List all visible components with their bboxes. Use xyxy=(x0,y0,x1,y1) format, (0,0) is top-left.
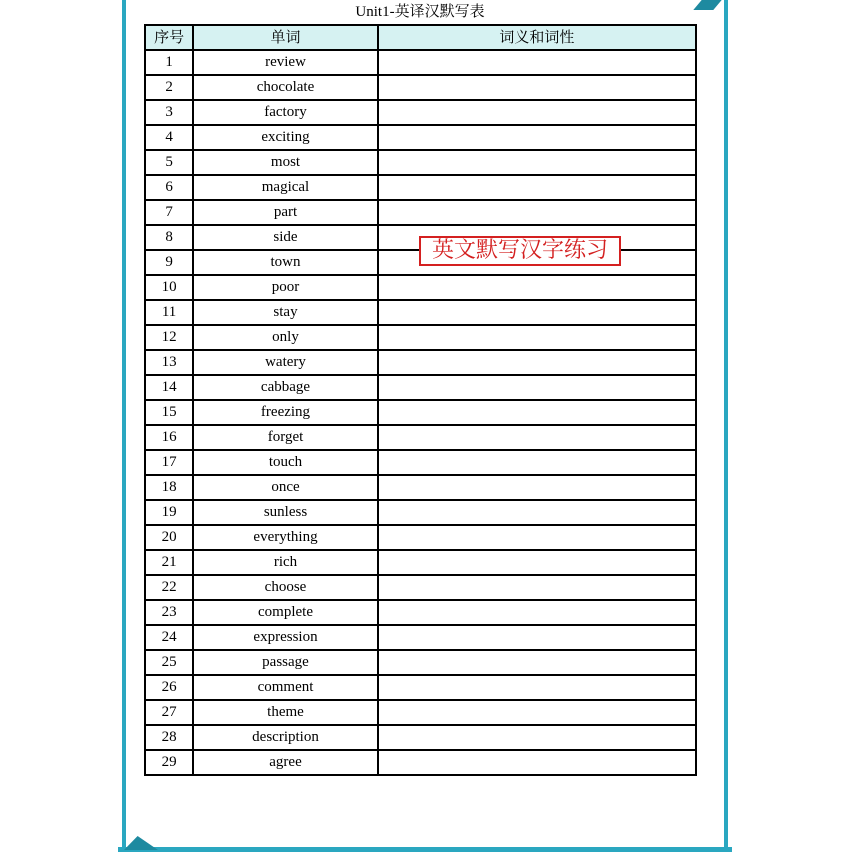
table-row xyxy=(145,275,696,300)
row-word: chocolate xyxy=(193,75,378,100)
row-meaning-blank[interactable] xyxy=(378,125,696,150)
table-row xyxy=(145,725,696,750)
row-word: touch xyxy=(193,450,378,475)
row-word: side xyxy=(193,225,378,250)
row-number: 15 xyxy=(145,400,193,425)
row-number: 10 xyxy=(145,275,193,300)
table-row xyxy=(145,700,696,725)
row-number: 19 xyxy=(145,500,193,525)
watermark-stamp: 英文默写汉字练习 xyxy=(419,236,621,266)
row-number: 29 xyxy=(145,750,193,775)
row-word: poor xyxy=(193,275,378,300)
table-row xyxy=(145,325,696,350)
row-word: exciting xyxy=(193,125,378,150)
row-meaning-blank[interactable] xyxy=(378,550,696,575)
row-meaning-blank[interactable] xyxy=(378,600,696,625)
table-row xyxy=(145,400,696,425)
row-number: 12 xyxy=(145,325,193,350)
row-meaning-blank[interactable] xyxy=(378,625,696,650)
row-word: everything xyxy=(193,525,378,550)
table-row xyxy=(145,50,696,75)
row-number: 2 xyxy=(145,75,193,100)
row-meaning-blank[interactable] xyxy=(378,500,696,525)
row-number: 27 xyxy=(145,700,193,725)
table-row xyxy=(145,475,696,500)
row-number: 25 xyxy=(145,650,193,675)
row-word: review xyxy=(193,50,378,75)
row-number: 11 xyxy=(145,300,193,325)
row-number: 6 xyxy=(145,175,193,200)
row-number: 23 xyxy=(145,600,193,625)
row-number: 18 xyxy=(145,475,193,500)
row-meaning-blank[interactable] xyxy=(378,200,696,225)
row-meaning-blank[interactable] xyxy=(378,700,696,725)
row-meaning-blank[interactable] xyxy=(378,150,696,175)
table-row xyxy=(145,375,696,400)
row-number: 24 xyxy=(145,625,193,650)
table-header-row xyxy=(145,25,696,50)
table-row xyxy=(145,750,696,775)
row-meaning-blank[interactable] xyxy=(378,100,696,125)
row-number: 20 xyxy=(145,525,193,550)
table-row xyxy=(145,150,696,175)
row-word: rich xyxy=(193,550,378,575)
row-meaning-blank[interactable] xyxy=(378,475,696,500)
table-row xyxy=(145,650,696,675)
row-number: 13 xyxy=(145,350,193,375)
table-body xyxy=(145,50,696,775)
row-meaning-blank[interactable] xyxy=(378,50,696,75)
row-meaning-blank[interactable] xyxy=(378,750,696,775)
dictation-table xyxy=(144,24,697,776)
row-number: 26 xyxy=(145,675,193,700)
table-row xyxy=(145,575,696,600)
row-word: description xyxy=(193,725,378,750)
row-number: 1 xyxy=(145,50,193,75)
table-row xyxy=(145,525,696,550)
row-number: 14 xyxy=(145,375,193,400)
row-word: sunless xyxy=(193,500,378,525)
row-word: complete xyxy=(193,600,378,625)
document-title: Unit1-英译汉默写表 xyxy=(355,4,485,20)
row-meaning-blank[interactable] xyxy=(378,450,696,475)
table-row xyxy=(145,625,696,650)
row-word: watery xyxy=(193,350,378,375)
row-meaning-blank[interactable] xyxy=(378,650,696,675)
row-word: only xyxy=(193,325,378,350)
row-word: forget xyxy=(193,425,378,450)
row-number: 8 xyxy=(145,225,193,250)
row-word: theme xyxy=(193,700,378,725)
row-number: 22 xyxy=(145,575,193,600)
table-row xyxy=(145,200,696,225)
row-meaning-blank[interactable] xyxy=(378,575,696,600)
row-meaning-blank[interactable] xyxy=(378,300,696,325)
row-number: 21 xyxy=(145,550,193,575)
table-row xyxy=(145,450,696,475)
table-row xyxy=(145,300,696,325)
row-word: part xyxy=(193,200,378,225)
table-row xyxy=(145,500,696,525)
row-word: choose xyxy=(193,575,378,600)
row-meaning-blank[interactable] xyxy=(378,175,696,200)
row-number: 4 xyxy=(145,125,193,150)
row-word: magical xyxy=(193,175,378,200)
row-meaning-blank[interactable] xyxy=(378,725,696,750)
row-word: expression xyxy=(193,625,378,650)
row-word: agree xyxy=(193,750,378,775)
row-meaning-blank[interactable] xyxy=(378,675,696,700)
header-meaning: 词义和词性 xyxy=(378,25,696,50)
row-meaning-blank[interactable] xyxy=(378,425,696,450)
row-word: freezing xyxy=(193,400,378,425)
header-word: 单词 xyxy=(193,25,378,50)
row-meaning-blank[interactable] xyxy=(378,75,696,100)
row-number: 7 xyxy=(145,200,193,225)
row-meaning-blank[interactable] xyxy=(378,325,696,350)
header-number: 序号 xyxy=(145,25,193,50)
table-row xyxy=(145,675,696,700)
row-word: factory xyxy=(193,100,378,125)
row-number: 16 xyxy=(145,425,193,450)
row-number: 28 xyxy=(145,725,193,750)
table-row xyxy=(145,100,696,125)
row-word: town xyxy=(193,250,378,275)
row-number: 17 xyxy=(145,450,193,475)
row-meaning-blank[interactable] xyxy=(378,525,696,550)
row-word: cabbage xyxy=(193,375,378,400)
row-word: once xyxy=(193,475,378,500)
row-meaning-blank[interactable] xyxy=(378,375,696,400)
row-number: 5 xyxy=(145,150,193,175)
table-row xyxy=(145,125,696,150)
table-row xyxy=(145,75,696,100)
row-number: 3 xyxy=(145,100,193,125)
table-row xyxy=(145,350,696,375)
table-row xyxy=(145,600,696,625)
row-word: comment xyxy=(193,675,378,700)
table-row xyxy=(145,550,696,575)
page-bottom-border xyxy=(118,847,732,852)
row-word: passage xyxy=(193,650,378,675)
table-row xyxy=(145,175,696,200)
row-meaning-blank[interactable] xyxy=(378,350,696,375)
table-row xyxy=(145,425,696,450)
row-word: stay xyxy=(193,300,378,325)
row-number: 9 xyxy=(145,250,193,275)
row-meaning-blank[interactable] xyxy=(378,275,696,300)
row-word: most xyxy=(193,150,378,175)
row-meaning-blank[interactable] xyxy=(378,400,696,425)
